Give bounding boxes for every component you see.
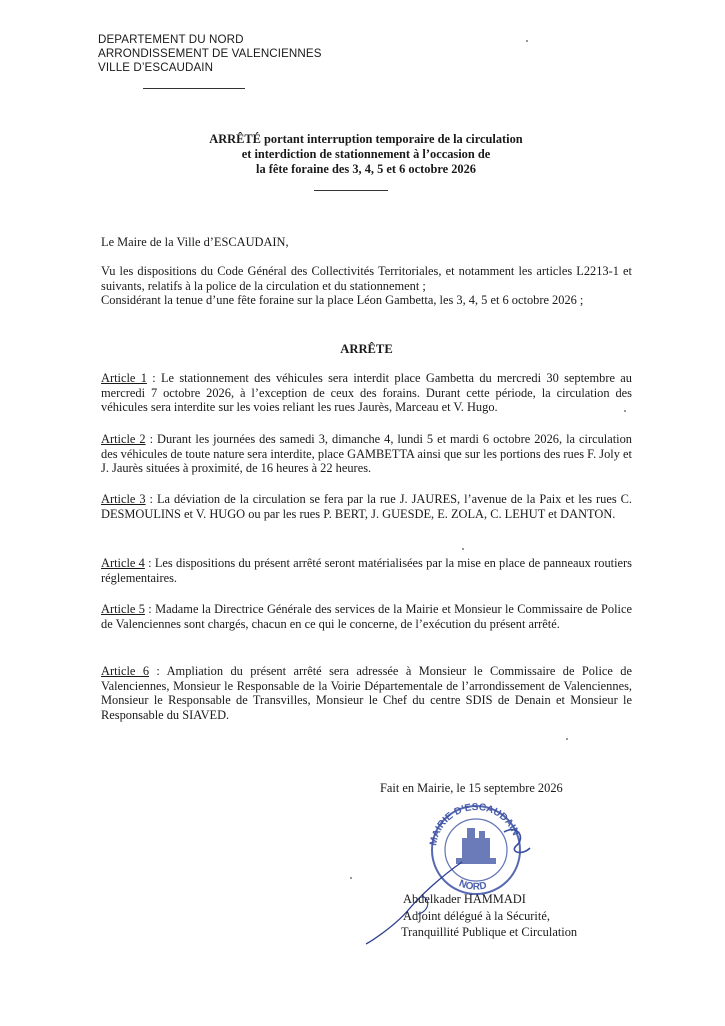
header-department: DEPARTEMENT DU NORD (98, 33, 244, 46)
article-text: : Durant les journées des samedi 3, dimanche 4, lundi 5 et mardi 6 octobre 2026, la circulation des véhicules de toute nature sera interdite, place GAMBETTA ainsi que sur les portions des rues F. Joly et J. Jaurès situées à proximité, de 16 heures à 22 heures. (101, 432, 632, 476)
title-line-3: la fête foraine des 3, 4, 5 et 6 octobre 2026 (256, 162, 476, 176)
title-line-2: et interdiction de stationnement à l’occasion de (241, 147, 491, 161)
article-5 (101, 602, 632, 631)
article-6 (101, 664, 632, 722)
title-line-1: ARRÊTÉ portant interruption temporaire de la circulation (209, 132, 523, 146)
signatory-name: Abdelkader HAMMADI (403, 892, 526, 906)
signatory-role-1: Adjoint délégué à la Sécurité, (403, 908, 550, 923)
header-city: VILLE D’ESCAUDAIN (98, 61, 214, 75)
article-text: : Madame la Directrice Générale des services de la Mairie et Monsieur le Commissaire de Police de Valenciennes sont chargés, chacun en ce qui le concerne, de l’exécution du présent arrêté. (101, 602, 632, 631)
stamp-bottom-text: NORD (457, 878, 488, 893)
considerant-paragraph: Considérant la tenue d’une fête foraine sur la place Léon Gambetta, les 3, 4, 5 et 6 octobre 2026 ; (101, 293, 584, 308)
article-4 (101, 556, 632, 585)
article-label: Article 6 (101, 664, 150, 678)
legal-basis (101, 264, 632, 308)
stamp-top-text: MAIRIE D’ESCAUDAIN (428, 801, 521, 847)
issuer-header (98, 33, 322, 76)
article-text: : Ampliation du présent arrêté sera adressée à Monsieur le Commissaire de Police de Valenciennes, Monsieur le Responsable de la Voirie Départementale de l’arrondissement de Valenciennes, Monsieur le Responsable de Transvilles, Monsieur le Chef du centre SDIS de Denain et Monsieur le Responsable du SIAVED. (101, 664, 632, 722)
header-arrondissement: ARRONDISSEMENT DE VALENCIENNES (98, 47, 322, 61)
article-3 (101, 492, 632, 521)
article-text: : Le stationnement des véhicules sera interdit place Gambetta du mercredi 30 septembre au mercredi 7 octobre 2026, à l’exception de ceux des forains. Durant cette période, la circulation des véhicules sera interdite sur les voies reliant les rues Jaurès, Marceau et V. Hugo. (101, 371, 632, 415)
decree-title (140, 132, 592, 177)
article-text: : La déviation de la circulation se fera par la rue J. JAURES, l’avenue de la Paix et les rues C. DESMOULINS et V. HUGO ou par les rues P. BERT, J. GUESDE, E. ZOLA, C. LEHUT et DANTON. (101, 492, 632, 521)
signatory-role-2: Tranquillité Publique et Circulation (401, 925, 578, 939)
article-label: Article 2 (101, 432, 146, 446)
article-label: Article 3 (101, 492, 146, 506)
place-date: Fait en Mairie, le 15 septembre 2026 (380, 781, 563, 795)
vu-paragraph: Vu les dispositions du Code Général des Collectivités Territoriales, et notamment les articles L2213-1 et suivants, relatifs à la police de la circulation et du stationnement ; (101, 264, 632, 293)
article-1 (101, 371, 632, 415)
title-divider (314, 190, 388, 191)
article-label: Article 1 (101, 371, 147, 385)
article-text: : Les dispositions du présent arrêté seront matérialisées par la mise en place de panneaux routiers réglementaires. (101, 556, 632, 585)
article-label: Article 4 (101, 556, 145, 570)
mayor-intro: Le Maire de la Ville d’ESCAUDAIN, (101, 235, 289, 249)
article-label: Article 5 (101, 602, 145, 616)
arrete-heading: ARRÊTE (340, 342, 393, 356)
header-divider (143, 88, 245, 89)
article-2 (101, 432, 632, 476)
signatory (403, 891, 577, 941)
